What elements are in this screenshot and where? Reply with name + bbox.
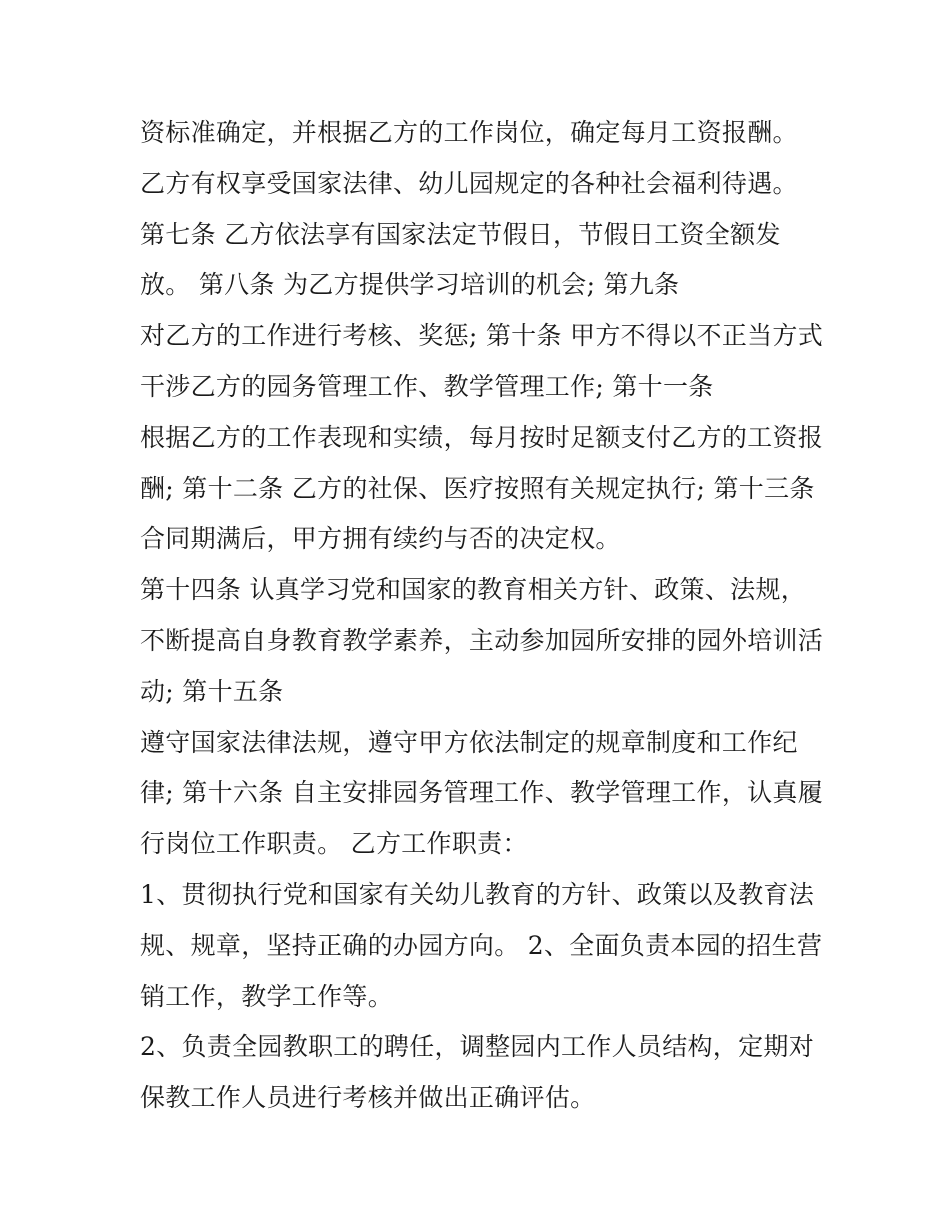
text-line-12: 动; 第十五条 <box>140 676 284 706</box>
text-line-3: 第七条 乙方依法享有国家法定节假日，节假日工资全额发 <box>140 219 781 249</box>
text-line-16: 1、贯彻执行党和国家有关幼儿教育的方针、政策以及教育法 <box>140 879 815 909</box>
text-line-20: 保教工作人员进行考核并做出正确评估。 <box>140 1083 596 1113</box>
text-line-7: 根据乙方的工作表现和实绩，每月按时足额支付乙方的工资报 <box>140 422 824 452</box>
text-line-4: 放。 第八条 为乙方提供学习培训的机会; 第九条 <box>140 270 680 300</box>
text-line-19: 2、负责全园教职工的聘任，调整园内工作人员结构，定期对 <box>140 1032 815 1062</box>
text-line-2: 乙方有权享受国家法律、幼儿园规定的各种社会福利待遇。 <box>140 168 798 198</box>
text-line-11: 不断提高自身教育教学素养，主动参加园所安排的园外培训活 <box>140 625 824 655</box>
text-line-9: 合同期满后，甲方拥有续约与否的决定权。 <box>140 524 621 554</box>
text-line-8: 酬; 第十二条 乙方的社保、医疗按照有关规定执行; 第十三条 <box>140 473 815 503</box>
text-line-13: 遵守国家法律法规，遵守甲方依法制定的规章制度和工作纪 <box>140 727 798 757</box>
text-line-17: 规、规章，坚持正确的办园方向。 2、全面负责本园的招生营 <box>140 930 823 960</box>
text-line-18: 销工作，教学工作等。 <box>140 981 394 1011</box>
contract-text-body <box>140 108 830 1124</box>
text-line-5: 对乙方的工作进行考核、奖惩; 第十条 甲方不得以不正当方式 <box>140 321 824 351</box>
text-line-10: 第十四条 认真学习党和国家的教育相关方针、政策、法规， <box>140 575 807 605</box>
text-line-6: 干涉乙方的园务管理工作、教学管理工作; 第十一条 <box>140 371 714 401</box>
text-line-15: 行岗位工作职责。 乙方工作职责： <box>140 829 528 859</box>
text-line-14: 律; 第十六条 自主安排园务管理工作、教学管理工作，认真履 <box>140 778 824 808</box>
text-line-1: 资标准确定，并根据乙方的工作岗位，确定每月工资报酬。 <box>140 118 798 147</box>
